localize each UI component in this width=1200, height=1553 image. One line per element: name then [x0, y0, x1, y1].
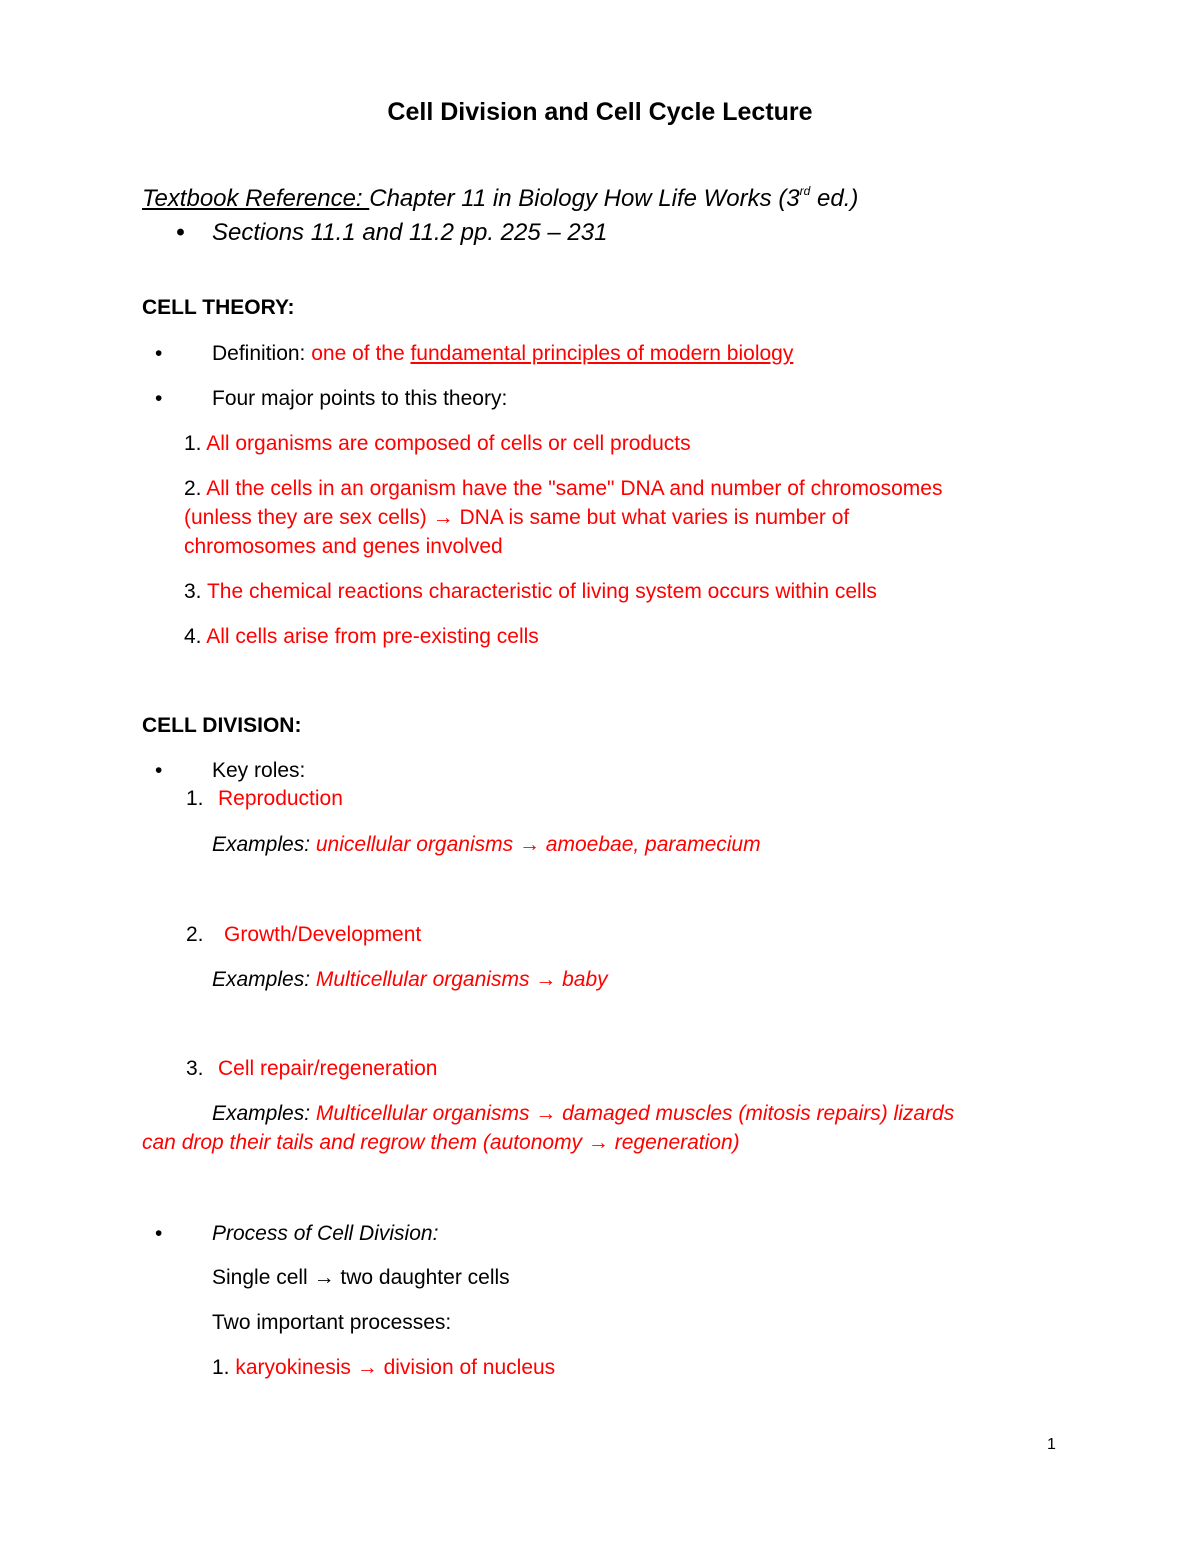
role-3-number: 3. — [186, 1057, 204, 1080]
single-cell-line — [212, 1267, 510, 1288]
examples-colon: : — [304, 1102, 316, 1125]
role-3-label: Cell repair/regeneration — [218, 1057, 438, 1080]
process-text: two daughter cells — [334, 1266, 510, 1289]
examples-label: Examples — [212, 968, 305, 991]
arrow-icon: → — [535, 968, 557, 991]
reference-label: Textbook Reference: — [142, 185, 370, 212]
points-label: Four major points to this theory: — [212, 387, 508, 410]
theory-point-3 — [184, 581, 877, 602]
key-roles-bullet: • — [155, 759, 163, 782]
role-3-examples — [212, 1103, 954, 1124]
theory-point-4 — [184, 626, 539, 647]
role-1-label: Reproduction — [218, 787, 343, 810]
sections-bullet: • — [176, 219, 185, 246]
theory-point-2 — [184, 478, 942, 499]
arrow-icon: → — [587, 1131, 609, 1154]
example-text: Multicellular organisms — [315, 968, 536, 991]
key-roles-label: Key roles: — [212, 759, 306, 782]
role-3-examples-line-2 — [142, 1132, 740, 1153]
process-text: karyokinesis — [235, 1356, 357, 1379]
example-text: baby — [556, 968, 608, 991]
examples-colon: : — [304, 968, 316, 991]
examples-colon: : — [304, 833, 316, 856]
role-2-examples — [212, 969, 608, 990]
point-number: 1. — [184, 432, 207, 455]
process-text: Single cell — [212, 1266, 314, 1289]
reference-text-end: ed.) — [810, 185, 859, 212]
reference-text: Chapter 11 in Biology How Life Works (3 — [369, 185, 800, 212]
point-text: All the cells in an organism have the "same" DNA and number of chromosomes — [206, 477, 943, 500]
page-title: Cell Division and Cell Cycle Lecture — [387, 98, 813, 126]
definition-line — [212, 343, 793, 364]
points-bullet: • — [155, 387, 163, 410]
cell-division-heading: CELL DIVISION: — [142, 714, 302, 737]
example-text: unicellular organisms — [315, 833, 519, 856]
point-text: All organisms are composed of cells or cell products — [206, 432, 691, 455]
arrow-icon: → — [432, 506, 454, 529]
page-number: 1 — [1047, 1436, 1056, 1453]
reference-sup: rd — [799, 184, 811, 198]
examples-label: Examples — [212, 1102, 305, 1125]
arrow-icon: → — [518, 833, 540, 856]
example-text: damaged muscles (mitosis repairs) lizards — [556, 1102, 955, 1125]
example-text: amoebae, paramecium — [539, 833, 761, 856]
sections-reference: Sections 11.1 and 11.2 pp. 225 – 231 — [212, 219, 608, 246]
definition-label: Definition: — [212, 342, 312, 365]
role-1-number: 1. — [186, 787, 204, 810]
point-text: (unless they are sex cells) — [184, 506, 433, 529]
process-1 — [212, 1357, 555, 1378]
definition-prefix: one of the — [311, 342, 411, 365]
two-processes-label: Two important processes: — [212, 1311, 452, 1334]
arrow-icon: → — [356, 1356, 378, 1379]
arrow-icon: → — [535, 1102, 557, 1125]
example-text: Multicellular organisms — [315, 1102, 536, 1125]
examples-label: Examples — [212, 833, 305, 856]
process-text: division of nucleus — [377, 1356, 556, 1379]
theory-point-1 — [184, 433, 691, 454]
example-text: can drop their tails and regrow them (autonomy — [142, 1131, 588, 1154]
point-text: DNA is same but what varies is number of — [453, 506, 850, 529]
theory-point-2-line-3: chromosomes and genes involved — [184, 535, 503, 558]
theory-point-2-line-2 — [184, 507, 849, 528]
point-text: All cells arise from pre-existing cells — [206, 625, 539, 648]
role-2-number: 2. — [186, 923, 204, 946]
role-2-label: Growth/Development — [224, 923, 422, 946]
definition-underlined: fundamental principles of modern biology — [410, 342, 794, 365]
cell-theory-heading: CELL THEORY: — [142, 296, 295, 319]
point-number: 4. — [184, 625, 207, 648]
point-number: 3. — [184, 580, 207, 603]
process-bullet: • — [155, 1222, 163, 1245]
process-number: 1. — [212, 1356, 236, 1379]
role-1-examples — [212, 834, 761, 855]
textbook-reference — [142, 184, 859, 212]
arrow-icon: → — [313, 1266, 335, 1289]
example-text: regeneration) — [608, 1131, 740, 1154]
point-text: The chemical reactions characteristic of living system occurs within cells — [206, 580, 877, 603]
definition-bullet: • — [155, 342, 163, 365]
process-label: Process of Cell Division: — [212, 1222, 439, 1245]
point-number: 2. — [184, 477, 207, 500]
